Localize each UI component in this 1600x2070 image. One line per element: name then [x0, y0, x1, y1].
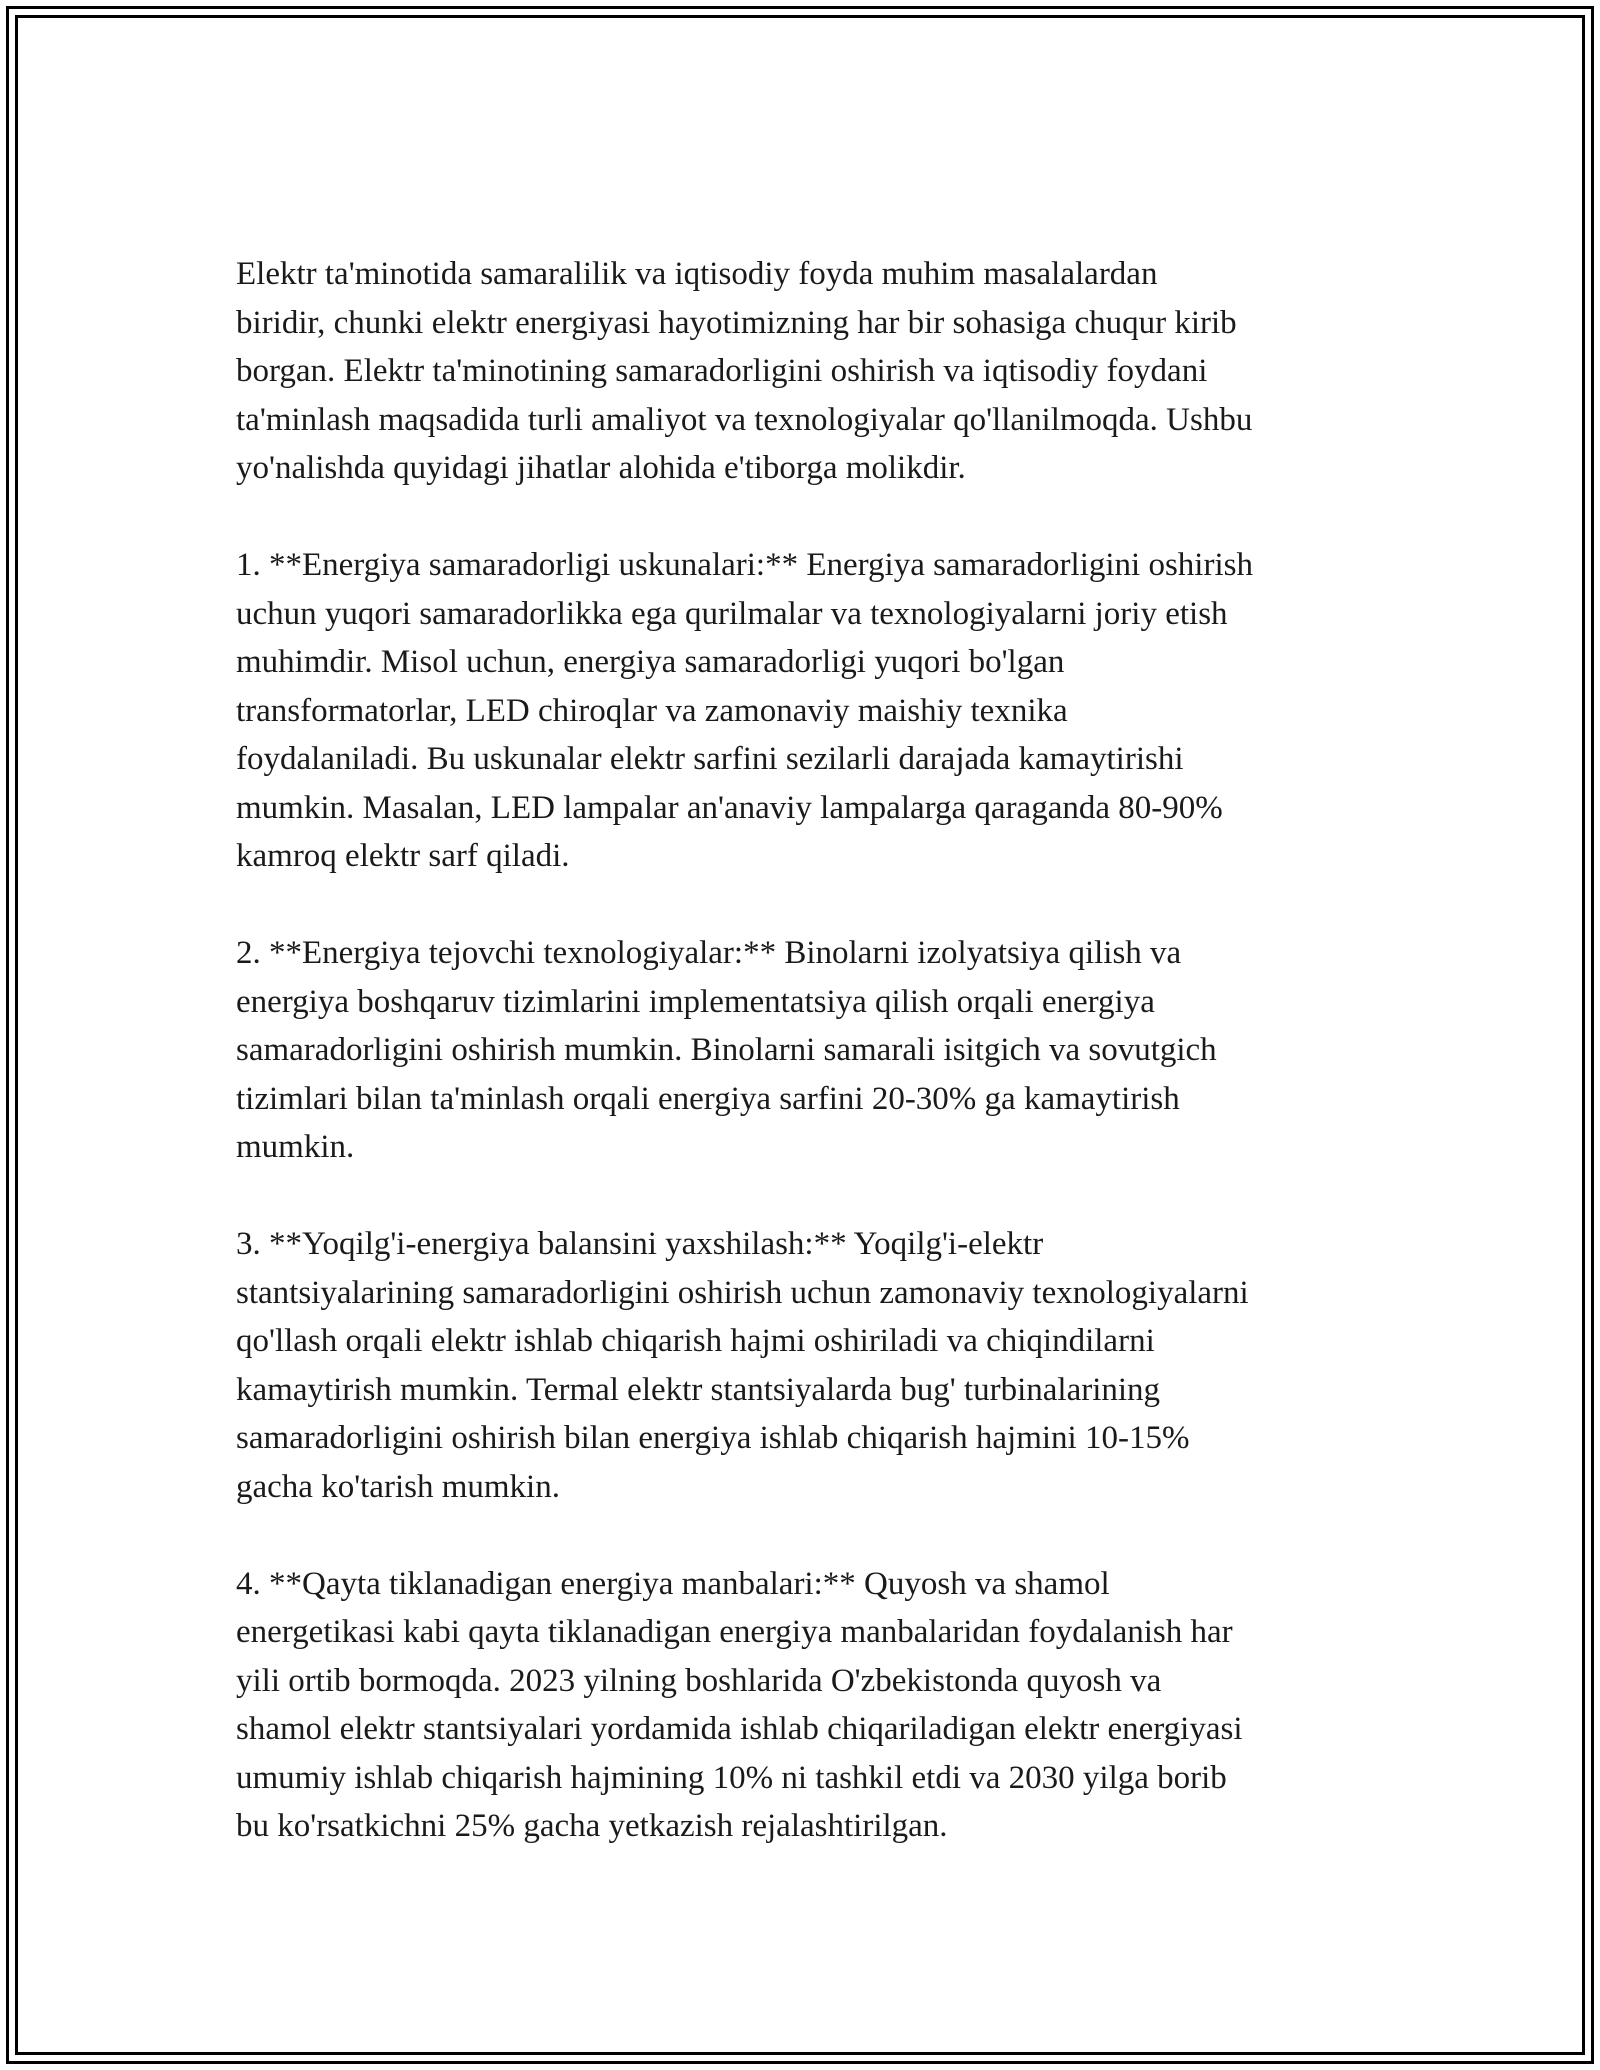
text-line: 4. **Qayta tiklanadigan energiya manbalari:** Quyosh va shamol [236, 1565, 1110, 1602]
text-line: Elektr ta'minotida samaralilik va iqtisodiy foyda muhim masalalardan [236, 256, 1158, 292]
paragraph-intro [236, 250, 1386, 493]
text-line: yo'nalishda quyidagi jihatlar alohida e'tiborga molikdir. [236, 450, 966, 486]
text-line: mumkin. [236, 1129, 355, 1165]
text-line: 1. **Energiya samaradorligi uskunalari:** Energiya samaradorligini oshirish [236, 547, 1253, 583]
text-line: qo'llash orqali elektr ishlab chiqarish hajmi oshiriladi va chiqindilarni [236, 1323, 1155, 1359]
text-line: biridir, chunki elektr energiyasi hayotimizning har bir sohasiga chuqur kirib [236, 304, 1237, 341]
text-line: ta'minlash maqsadida turli amaliyot va texnologiyalar qo'llanilmoqda. Ushbu [236, 401, 1253, 438]
text-line: bu ko'rsatkichni 25% gacha yetkazish rejalashtirilgan. [236, 1808, 948, 1844]
text-line: energiya boshqaruv tizimlarini implementatsiya qilish orqali energiya [236, 983, 1155, 1020]
text-line: mumkin. Masalan, LED lampalar an'anaviy lampalarga qaraganda 80-90% [236, 789, 1223, 826]
text-line: yili ortib bormoqda. 2023 yilning boshlarida O'zbekistonda quyosh va [236, 1662, 1162, 1699]
text-line: uchun yuqori samaradorlikka ega qurilmalar va texnologiyalarni joriy etish [236, 595, 1228, 632]
document-body [236, 250, 1386, 1899]
text-line: umumiy ishlab chiqarish hajmining 10% ni tashkil etdi va 2030 yilga borib [236, 1759, 1227, 1796]
text-line: kamaytirish mumkin. Termal elektr stantsiyalarda bug' turbinalarining [236, 1371, 1161, 1408]
paragraph-item-2 [236, 929, 1386, 1172]
text-line: samaradorligini oshirish mumkin. Binolarni samarali isitgich va sovutgich [236, 1032, 1217, 1068]
paragraph-item-4 [236, 1560, 1386, 1851]
text-line: 2. **Energiya tejovchi texnologiyalar:** Binolarni izolyatsiya qilish va [236, 935, 1182, 971]
text-line: foydalaniladi. Bu uskunalar elektr sarfini sezilarli darajada kamaytirishi [236, 741, 1184, 777]
text-line: energetikasi kabi qayta tiklanadigan energiya manbalaridan foydalanish har [236, 1614, 1233, 1650]
text-line: gacha ko'tarish mumkin. [236, 1468, 560, 1505]
text-line: stantsiyalarining samaradorligini oshirish uchun zamonaviy texnologiyalarni [236, 1274, 1249, 1311]
text-line: tizimlari bilan ta'minlash orqali energiya sarfini 20-30% ga kamaytirish [236, 1080, 1180, 1117]
text-line: kamroq elektr sarf qiladi. [236, 838, 570, 874]
text-line: 3. **Yoqilg'i-energiya balansini yaxshilash:** Yoqilg'i-elektr [236, 1226, 1044, 1262]
text-line: muhimdir. Misol uchun, energiya samaradorligi yuqori bo'lgan [236, 644, 1065, 680]
paragraph-item-3 [236, 1220, 1386, 1511]
text-line: shamol elektr stantsiyalari yordamida ishlab chiqariladigan elektr energiyasi [236, 1711, 1243, 1747]
text-line: samaradorligini oshirish bilan energiya ishlab chiqarish hajmini 10-15% [236, 1420, 1190, 1456]
paragraph-item-1 [236, 541, 1386, 881]
text-line: borgan. Elektr ta'minotining samaradorligini oshirish va iqtisodiy foydani [236, 353, 1208, 389]
text-line: transformatorlar, LED chiroqlar va zamonaviy maishiy texnika [236, 692, 1068, 729]
